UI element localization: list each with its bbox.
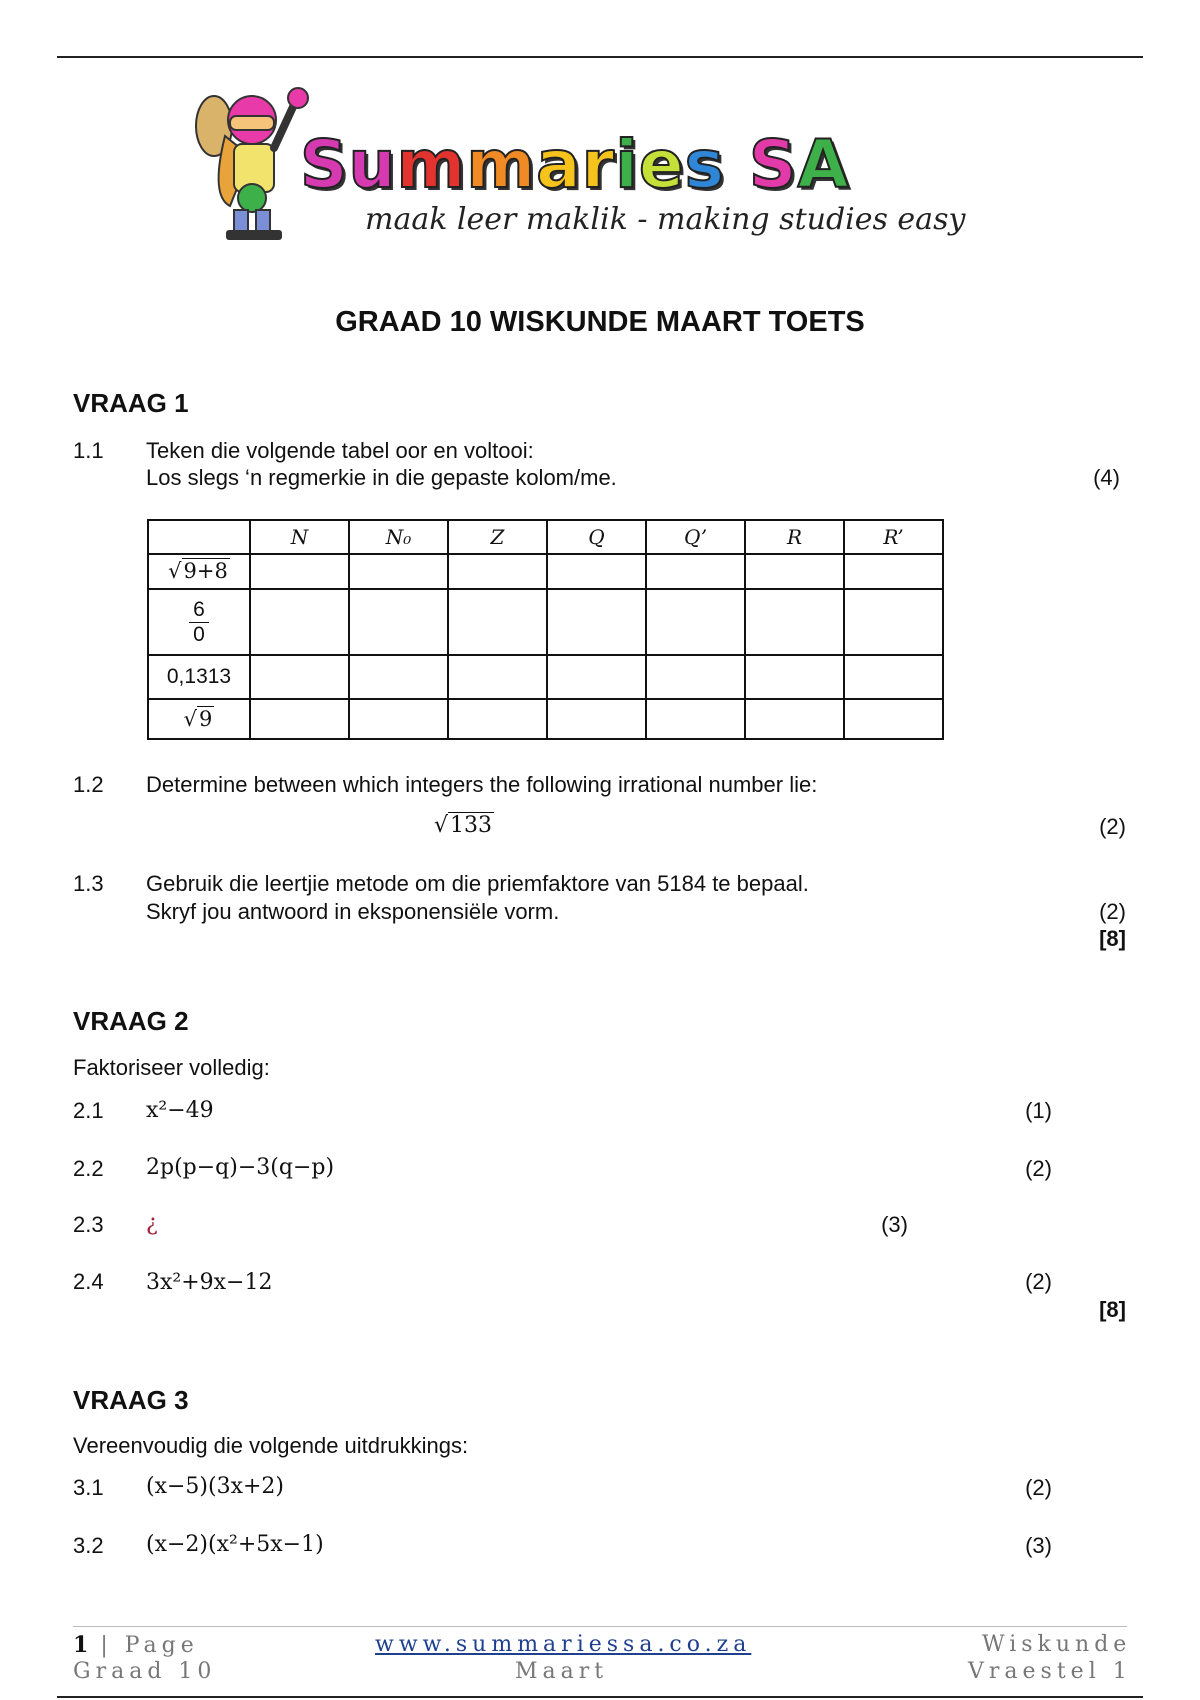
col-header-n: N [250, 520, 349, 554]
q2-3-mark: (3) [881, 1212, 908, 1237]
row-label-six-over-zero: $\frac{6}{0}$ [148, 589, 250, 655]
row-label-sqrt-9: √9 [148, 699, 250, 739]
question-3-heading: VRAAG 3 [73, 1385, 189, 1415]
col-header-q-prime: Q’ [646, 520, 745, 554]
q1-1-instruction: Teken die volgende tabel oor en voltooi: [146, 438, 534, 463]
q2-2-mark: (2) [1025, 1156, 1052, 1181]
logo-tagline: maak leer maklik - making studies easy [365, 202, 966, 237]
col-header-q: Q [547, 520, 646, 554]
q1-3-instruction: Gebruik die leertjie metode om die priemfaktore van 5184 te bepaal. [146, 871, 809, 896]
col-header-z: Z [448, 520, 547, 554]
q2-total: [8] [1099, 1297, 1126, 1322]
q3-2-number: 3.2 [73, 1533, 104, 1558]
q3-1-mark: (2) [1025, 1475, 1052, 1500]
table-row [148, 655, 943, 699]
q1-2-number: 1.2 [73, 772, 104, 797]
q2-1-mark: (1) [1025, 1098, 1052, 1123]
mascot-icon [190, 86, 310, 246]
footer-grade: Graad 10 [73, 1659, 217, 1684]
table-corner-cell [148, 520, 250, 554]
q1-3-mark: (2) [1099, 899, 1126, 924]
footer-rule [73, 1626, 1127, 1627]
bottom-rule [57, 1696, 1143, 1698]
table-row [148, 554, 943, 589]
q3-intro: Vereenvoudig die volgende uitdrukkings: [73, 1433, 469, 1458]
table-header-row [148, 520, 943, 554]
footer-month: Maart [515, 1659, 609, 1684]
footer-subject: Wiskunde [982, 1632, 1132, 1657]
q1-3-instruction-2: Skryf jou antwoord in eksponensiële vorm. [146, 899, 560, 924]
row-label-decimal: 0,1313 [148, 655, 250, 699]
q2-2-number: 2.2 [73, 1156, 104, 1181]
q1-2-mark: (2) [1099, 814, 1126, 839]
q1-3-number: 1.3 [73, 871, 104, 896]
q1-2-text: Determine between which integers the following irrational number lie: [146, 772, 818, 797]
footer-website-link[interactable]: www.summariessa.co.za [375, 1632, 752, 1657]
row-label-sqrt-9-plus-8: √9+8 [148, 554, 250, 589]
table-row [148, 699, 943, 739]
footer-page [73, 1632, 199, 1658]
q2-4-number: 2.4 [73, 1269, 104, 1294]
q2-1-expression: x²−49 [146, 1098, 214, 1123]
footer-paper: Vraestel 1 [968, 1659, 1132, 1684]
q2-3-expression: ¿ [146, 1211, 158, 1236]
table-row [148, 589, 943, 655]
top-rule [57, 56, 1143, 58]
q3-1-number: 3.1 [73, 1475, 104, 1500]
q1-total: [8] [1099, 926, 1126, 951]
q2-4-expression: 3x²+9x−12 [146, 1270, 273, 1295]
q2-1-number: 2.1 [73, 1098, 104, 1123]
col-header-r-prime: R’ [844, 520, 943, 554]
question-1-heading: VRAAG 1 [73, 388, 189, 418]
logo-wordmark: Summaries SA [300, 126, 850, 203]
q1-2-expression: √133 [434, 813, 493, 838]
q1-1-mark: (4) [1093, 465, 1120, 490]
page-label: | Page [100, 1633, 199, 1658]
q2-2-expression: 2p(p−q)−3(q−p) [146, 1155, 335, 1180]
q3-1-expression: (x−5)(3x+2) [146, 1474, 285, 1499]
q2-intro: Faktoriseer volledig: [73, 1055, 270, 1080]
q2-4-mark: (2) [1025, 1269, 1052, 1294]
q3-2-expression: (x−2)(x²+5x−1) [146, 1532, 324, 1557]
number-sets-table [147, 519, 944, 740]
page-number: 1 [73, 1632, 89, 1658]
q1-1-number: 1.1 [73, 438, 104, 463]
question-2-heading: VRAAG 2 [73, 1006, 189, 1036]
page-title: GRAAD 10 WISKUNDE MAART TOETS [335, 306, 865, 338]
q2-3-number: 2.3 [73, 1212, 104, 1237]
col-header-r: R [745, 520, 844, 554]
q1-1-instruction-2: Los slegs ‘n regmerkie in die gepaste kolom/me. [146, 465, 617, 490]
q3-2-mark: (3) [1025, 1533, 1052, 1558]
col-header-n0: N₀ [349, 520, 448, 554]
